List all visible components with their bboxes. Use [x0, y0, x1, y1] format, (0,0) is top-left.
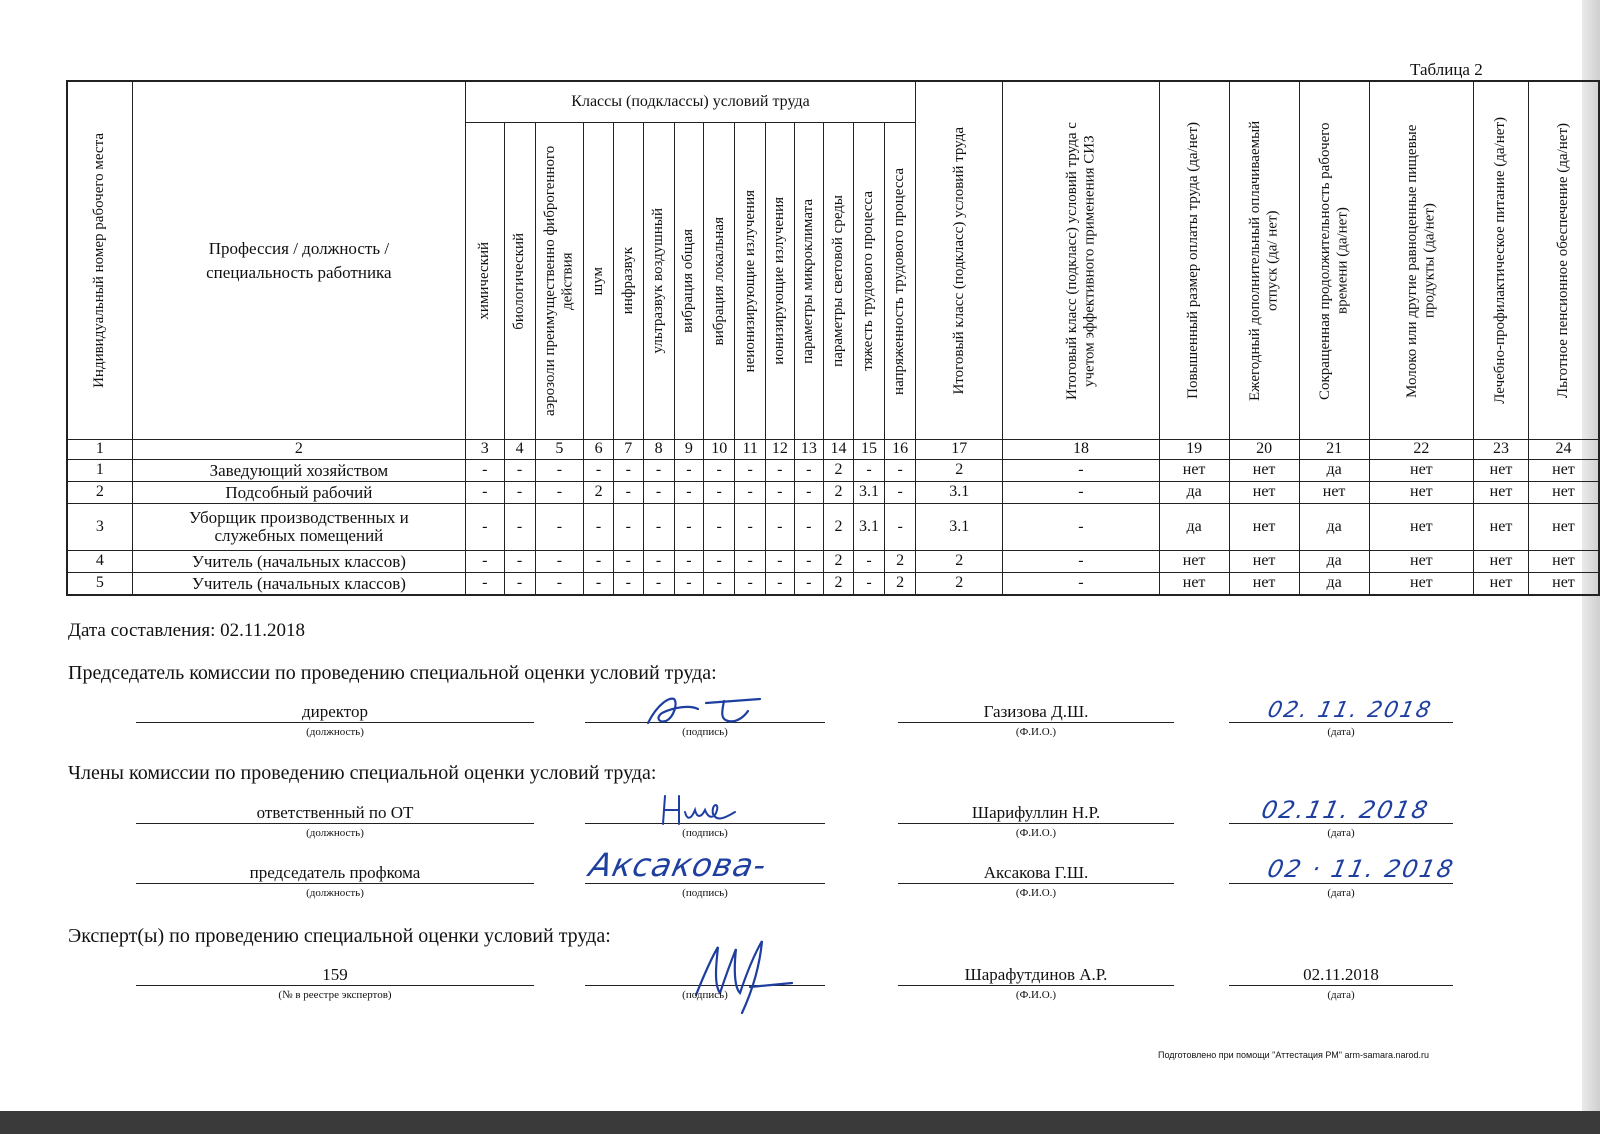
column-number: 9: [674, 440, 704, 460]
table-cell: нет: [1369, 482, 1474, 504]
header-pension: Льготное пенсионное обеспечение (да/нет): [1528, 81, 1599, 440]
table-cell: нет: [1369, 460, 1474, 482]
table-cell: -: [504, 482, 535, 504]
table-cell: -: [674, 482, 704, 504]
member-2-signature: Аксакова-: [585, 846, 771, 884]
caption-registry: (№ в реестре экспертов): [278, 989, 392, 1001]
table-cell: -: [504, 551, 535, 573]
table-cell: да: [1299, 460, 1369, 482]
table-row: [67, 482, 1599, 504]
table-cell: -: [504, 504, 535, 551]
header-factor-8: ультразвук воздушный: [643, 123, 674, 440]
table-cell: нет: [1369, 504, 1474, 551]
table-cell: -: [704, 573, 735, 596]
table-cell: нет: [1369, 573, 1474, 596]
table-cell: -: [794, 460, 824, 482]
table-cell: -: [885, 504, 916, 551]
table-cell: да: [1299, 504, 1369, 551]
column-number: 2: [132, 440, 465, 460]
table-cell: нет: [1229, 573, 1299, 596]
table-cell: -: [704, 460, 735, 482]
caption-fio: (Ф.И.О.): [1015, 726, 1057, 738]
table-cell: -: [704, 504, 735, 551]
caption-date: (дата): [1327, 726, 1355, 738]
table-cell: -: [766, 460, 794, 482]
compile-date: Дата составления: 02.11.2018: [68, 620, 305, 641]
header-factor-11: неионизирующие излучения: [735, 123, 766, 440]
table-cell: -: [613, 573, 643, 596]
profession-cell: Подсобный рабочий: [132, 482, 465, 504]
table-cell: -: [735, 551, 766, 573]
table-cell: -: [794, 504, 824, 551]
table-cell: да: [1159, 482, 1229, 504]
expert-registry-number: 159: [136, 965, 534, 986]
table-cell: -: [613, 551, 643, 573]
table-cell: 3.1: [853, 504, 884, 551]
header-factor-7: инфразвук: [613, 123, 643, 440]
header-increased-pay: Повышенный размер оплаты труда (да/нет): [1159, 81, 1229, 440]
table-cell: нет: [1159, 551, 1229, 573]
table-cell: -: [885, 460, 916, 482]
table-cell: -: [504, 460, 535, 482]
caption-signature: (подпись): [682, 827, 728, 839]
chairman-signature-mark: [640, 695, 770, 729]
caption-position: (должность): [306, 827, 364, 839]
profession-cell: Уборщик производственных и служебных помещений: [132, 504, 465, 551]
table-cell: нет: [1528, 573, 1599, 596]
expert-name: Шарафутдинов А.Р.: [898, 965, 1174, 986]
column-number: 21: [1299, 440, 1369, 460]
table-cell: нет: [1474, 504, 1529, 551]
table-cell: нет: [1474, 573, 1529, 596]
table-cell: -: [535, 573, 584, 596]
header-final-class: Итоговый класс (подкласс) условий труда: [916, 81, 1003, 440]
table-cell: -: [794, 573, 824, 596]
workplace-number-cell: 1: [67, 460, 132, 482]
table-cell: 2: [824, 482, 854, 504]
table-cell: -: [735, 504, 766, 551]
member-1-signature-mark: [655, 790, 745, 830]
table-cell: 2: [916, 460, 1003, 482]
table-cell: -: [613, 482, 643, 504]
column-number: 1: [67, 440, 132, 460]
table-cell: 2: [916, 573, 1003, 596]
workplace-number-cell: 2: [67, 482, 132, 504]
table-cell: 2: [885, 573, 916, 596]
table-cell: нет: [1528, 482, 1599, 504]
profession-cell: Учитель (начальных классов): [132, 573, 465, 596]
table-cell: -: [735, 460, 766, 482]
column-number: 18: [1003, 440, 1159, 460]
table-cell: 3.1: [916, 482, 1003, 504]
table-cell: -: [535, 551, 584, 573]
column-number: 14: [824, 440, 854, 460]
header-factor-3: химический: [465, 123, 504, 440]
table-cell: -: [584, 460, 614, 482]
table-cell: да: [1299, 573, 1369, 596]
expert-section-title: Эксперт(ы) по проведению специальной оценки условий труда:: [68, 925, 611, 947]
table-cell: -: [766, 482, 794, 504]
header-classes-group: Классы (подклассы) условий труда: [465, 81, 915, 123]
table-cell: -: [766, 504, 794, 551]
table-cell: -: [504, 573, 535, 596]
column-number: 19: [1159, 440, 1229, 460]
caption-date: (дата): [1327, 887, 1355, 899]
member-2-position: председатель профкома: [136, 863, 534, 884]
member-1-position: ответственный по ОТ: [136, 803, 534, 824]
expert-date: 02.11.2018: [1229, 965, 1453, 986]
expert-signature-mark: [690, 935, 800, 1017]
member-2-date: 02 · 11. 2018: [1265, 855, 1458, 883]
table-body: [67, 460, 1599, 596]
workplace-number-cell: 3: [67, 504, 132, 551]
table-row: [67, 551, 1599, 573]
table-cell: -: [465, 573, 504, 596]
table-cell: нет: [1229, 504, 1299, 551]
column-number: 13: [794, 440, 824, 460]
table-cell: 3.1: [916, 504, 1003, 551]
table-cell: -: [643, 551, 674, 573]
profession-cell: Учитель (начальных классов): [132, 551, 465, 573]
table-cell: -: [674, 551, 704, 573]
table-cell: -: [766, 573, 794, 596]
column-number: 3: [465, 440, 504, 460]
table-cell: -: [465, 551, 504, 573]
caption-position: (должность): [306, 887, 364, 899]
table-cell: -: [674, 573, 704, 596]
chairman-position: директор: [136, 702, 534, 723]
column-number: 22: [1369, 440, 1474, 460]
caption-position: (должность): [306, 726, 364, 738]
column-number-row: [67, 440, 1599, 460]
table-cell: -: [1003, 482, 1159, 504]
header-factor-13: параметры микроклимата: [794, 123, 824, 440]
member-1-date: 02.11. 2018: [1259, 796, 1433, 824]
chairman-date: 02. 11. 2018: [1265, 698, 1435, 723]
table-cell: -: [1003, 460, 1159, 482]
header-factor-9: вибрация общая: [674, 123, 704, 440]
column-number: 11: [735, 440, 766, 460]
header-reduced-hours: Сокращенная продолжительность рабочего времени (да/нет): [1299, 81, 1369, 440]
table-cell: нет: [1229, 460, 1299, 482]
members-section-title: Члены комиссии по проведению специальной оценки условий труда:: [68, 762, 657, 784]
table-cell: -: [643, 460, 674, 482]
table-cell: -: [535, 482, 584, 504]
profession-cell: Заведующий хозяйством: [132, 460, 465, 482]
table-cell: 2: [824, 460, 854, 482]
table-cell: -: [643, 573, 674, 596]
caption-fio: (Ф.И.О.): [1015, 989, 1057, 1001]
table-cell: нет: [1229, 482, 1299, 504]
table-cell: нет: [1528, 460, 1599, 482]
table-cell: да: [1299, 551, 1369, 573]
column-number: 15: [853, 440, 884, 460]
header-factor-4: биологический: [504, 123, 535, 440]
table-cell: -: [794, 482, 824, 504]
header-factor-10: вибрация локальная: [704, 123, 735, 440]
chairman-section-title: Председатель комиссии по проведению специальной оценки условий труда:: [68, 662, 717, 684]
table-row: [67, 460, 1599, 482]
table-cell: нет: [1229, 551, 1299, 573]
caption-fio: (Ф.И.О.): [1015, 827, 1057, 839]
table-cell: -: [1003, 551, 1159, 573]
column-number: 20: [1229, 440, 1299, 460]
table-cell: -: [613, 504, 643, 551]
table-cell: -: [704, 551, 735, 573]
scan-bottom-edge: [0, 1111, 1600, 1134]
table-cell: 2: [584, 482, 614, 504]
column-number: 23: [1474, 440, 1529, 460]
caption-fio: (Ф.И.О.): [1015, 887, 1057, 899]
member-1-name: Шарифуллин Н.Р.: [898, 803, 1174, 824]
table-cell: -: [1003, 573, 1159, 596]
column-number: 12: [766, 440, 794, 460]
table-row: [67, 504, 1599, 551]
column-number: 4: [504, 440, 535, 460]
table-cell: нет: [1528, 504, 1599, 551]
table-cell: нет: [1299, 482, 1369, 504]
table-cell: 2: [824, 504, 854, 551]
table-cell: -: [674, 460, 704, 482]
column-number: 10: [704, 440, 735, 460]
table-cell: -: [1003, 504, 1159, 551]
header-factor-15: тяжесть трудового процесса: [853, 123, 884, 440]
header-profession: Профессия / должность / специальность работника: [132, 81, 465, 440]
table-cell: нет: [1474, 482, 1529, 504]
table-cell: -: [674, 504, 704, 551]
member-2-name: Аксакова Г.Ш.: [898, 863, 1174, 884]
table-cell: -: [584, 551, 614, 573]
table-cell: -: [465, 460, 504, 482]
column-number: 6: [584, 440, 614, 460]
table-row: [67, 573, 1599, 596]
column-number: 7: [613, 440, 643, 460]
header-factor-14: параметры световой среды: [824, 123, 854, 440]
table-cell: -: [465, 482, 504, 504]
column-number: 16: [885, 440, 916, 460]
header-therapeutic-food: Лечебно-профилактическое питание (да/нет): [1474, 81, 1529, 440]
table-cell: -: [885, 482, 916, 504]
table-cell: 2: [916, 551, 1003, 573]
table-cell: нет: [1369, 551, 1474, 573]
table-cell: -: [853, 551, 884, 573]
table-cell: -: [535, 460, 584, 482]
caption-signature: (подпись): [682, 726, 728, 738]
header-factor-16: напряженность трудового процесса: [885, 123, 916, 440]
table-cell: нет: [1159, 573, 1229, 596]
table-cell: -: [465, 504, 504, 551]
table-cell: -: [613, 460, 643, 482]
table-cell: -: [853, 460, 884, 482]
table-cell: нет: [1474, 460, 1529, 482]
chairman-name: Газизова Д.Ш.: [898, 702, 1174, 723]
column-number: 24: [1528, 440, 1599, 460]
header-factor-12: ионизирующие излучения: [766, 123, 794, 440]
table-cell: -: [584, 573, 614, 596]
table-cell: нет: [1159, 460, 1229, 482]
table-cell: нет: [1528, 551, 1599, 573]
caption-date: (дата): [1327, 827, 1355, 839]
header-milk: Молоко или другие равноценные пищевые продукты (да/нет): [1369, 81, 1474, 440]
table-cell: да: [1159, 504, 1229, 551]
header-factor-5: аэрозоли преимущественно фиброгенного действия: [535, 123, 584, 440]
table-cell: -: [704, 482, 735, 504]
table-cell: нет: [1474, 551, 1529, 573]
caption-date: (дата): [1327, 989, 1355, 1001]
header-final-class-siz: Итоговый класс (подкласс) условий труда с учетом эффективного применения СИЗ: [1003, 81, 1159, 440]
caption-signature: (подпись): [682, 989, 728, 1001]
table-cell: -: [535, 504, 584, 551]
table-cell: -: [735, 482, 766, 504]
column-number: 17: [916, 440, 1003, 460]
table-cell: 2: [885, 551, 916, 573]
table-caption: Таблица 2: [1410, 60, 1483, 79]
table-cell: 2: [824, 573, 854, 596]
table-cell: -: [643, 482, 674, 504]
table-cell: -: [584, 504, 614, 551]
header-workplace-number: Индивидуальный номер рабочего места: [67, 81, 132, 440]
table-cell: -: [766, 551, 794, 573]
table-cell: -: [735, 573, 766, 596]
workplace-number-cell: 4: [67, 551, 132, 573]
footer-note: Подготовлено при помощи "Аттестация РМ" arm-samara.narod.ru: [1158, 1050, 1430, 1060]
workplace-number-cell: 5: [67, 573, 132, 596]
table-cell: -: [643, 504, 674, 551]
table-cell: 3.1: [853, 482, 884, 504]
header-extra-leave: Ежегодный дополнительный оплачиваемый отпуск (да/ нет): [1229, 81, 1299, 440]
column-number: 5: [535, 440, 584, 460]
caption-signature: (подпись): [682, 887, 728, 899]
header-factor-6: шум: [584, 123, 614, 440]
sout-results-table: [66, 80, 1600, 596]
column-number: 8: [643, 440, 674, 460]
table-cell: -: [853, 573, 884, 596]
table-cell: 2: [824, 551, 854, 573]
table-cell: -: [794, 551, 824, 573]
